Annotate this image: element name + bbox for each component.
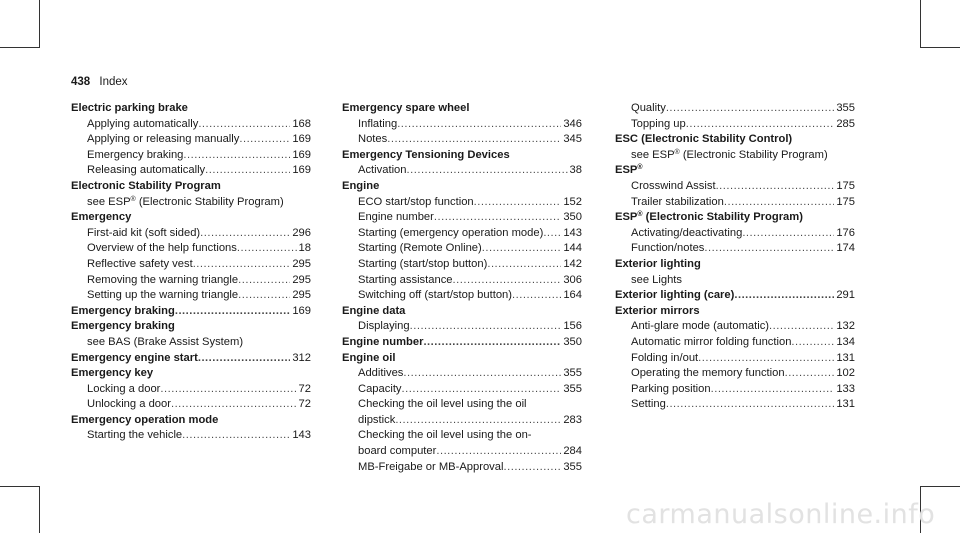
page-reference: 174 (836, 242, 855, 255)
page-reference: 345 (563, 133, 582, 146)
page-reference: 132 (836, 320, 855, 333)
page-reference: 131 (836, 351, 855, 364)
page-reference: 296 (292, 226, 311, 239)
dot-leader (407, 163, 568, 179)
index-subentry (342, 241, 582, 257)
index-subentry (71, 163, 311, 179)
page-reference: 355 (563, 460, 582, 473)
dot-leader (742, 226, 834, 242)
dot-leader (734, 288, 834, 304)
page-reference: 355 (563, 382, 582, 395)
dot-leader (387, 132, 561, 148)
crop-mark-top-right-v (920, 0, 921, 47)
dot-leader (512, 288, 561, 304)
entry-text: Inflating (358, 117, 398, 130)
see-rest: (Electronic Stability Program) (679, 148, 828, 161)
page-reference: 72 (298, 382, 311, 395)
see-text: see Lights (631, 273, 682, 286)
dot-leader (423, 335, 561, 351)
page-number: 438 (71, 76, 91, 88)
page-reference: 283 (563, 413, 582, 426)
dot-leader (182, 428, 290, 444)
index-subentry (615, 366, 855, 382)
see-reference (71, 195, 311, 211)
index-subentry (615, 241, 855, 257)
page-reference: 295 (292, 257, 311, 270)
dot-leader (474, 195, 562, 211)
page-reference: 285 (836, 117, 855, 130)
entry-text: Releasing automatically (87, 164, 206, 177)
dot-leader (769, 319, 834, 335)
heading-text: ESP (615, 211, 638, 224)
index-subentry (615, 351, 855, 367)
page-reference: 306 (563, 273, 582, 286)
page-reference: 134 (836, 335, 855, 348)
entry-text: Activating/deactivating (631, 226, 743, 239)
dot-leader (436, 444, 561, 460)
entry-text: Capacity (358, 382, 402, 395)
index-subentry-text: Checking the oil level using the on- (358, 429, 532, 442)
dot-leader (487, 257, 561, 273)
see-text: see ESP (87, 195, 131, 208)
index-heading: ESC (Electronic Stability Control) (615, 133, 793, 146)
index-subentry (615, 335, 855, 351)
crop-mark-bottom-left-h (0, 486, 40, 487)
index-heading: Emergency spare wheel (342, 102, 470, 114)
dot-leader (434, 210, 561, 226)
page-reference: 350 (563, 335, 582, 348)
entry-text: Starting the vehicle (87, 429, 183, 442)
dot-leader (698, 351, 834, 367)
dot-leader (666, 397, 834, 413)
entry-text: Starting assistance (358, 273, 453, 286)
index-subentry (342, 132, 582, 148)
page-reference: 175 (836, 195, 855, 208)
index-subentry (71, 273, 311, 289)
page-reference: 38 (569, 164, 582, 177)
dot-leader (482, 241, 562, 257)
dot-leader (666, 101, 835, 117)
entry-text: Additives (358, 367, 404, 380)
entry-text: Engine number (358, 211, 434, 224)
index-subentry (342, 413, 582, 429)
page-reference: 144 (563, 242, 582, 255)
page-reference: 169 (292, 133, 311, 146)
entry-text: Reflective safety vest (87, 257, 193, 270)
index-subentry (342, 382, 582, 398)
index-subentry (71, 288, 311, 304)
see-text: see ESP (631, 148, 675, 161)
entry-text: board computer (358, 445, 437, 458)
entry-text: ECO start/stop function (358, 195, 474, 208)
dot-leader (200, 226, 290, 242)
dot-leader (205, 163, 290, 179)
index-subentry (615, 319, 855, 335)
page-reference: 169 (292, 148, 311, 161)
index-heading-entry (342, 335, 582, 351)
dot-leader (237, 241, 297, 257)
entry-text: Removing the warning triangle (87, 273, 239, 286)
page-reference: 355 (563, 367, 582, 380)
index-subentry-text: Checking the oil level using the oil (358, 398, 527, 411)
index-subentry (71, 257, 311, 273)
index-subentry (71, 117, 311, 133)
entry-text: Applying or releasing manually (87, 133, 240, 146)
dot-leader (504, 460, 562, 476)
entry-text: Setting up the warning triangle (87, 289, 239, 302)
entry-text: Topping up (631, 117, 686, 130)
index-heading: Emergency braking (71, 320, 175, 333)
index-heading: Emergency Tensioning Devices (342, 148, 510, 161)
page-reference: 18 (298, 242, 311, 255)
dot-leader (160, 382, 296, 398)
entry-text: Quality (631, 102, 666, 114)
page-reference: 168 (292, 117, 311, 130)
index-column-2 (342, 101, 582, 475)
page-reference: 355 (836, 102, 855, 114)
page-reference: 176 (836, 226, 855, 239)
entry-text: Starting (Remote Online) (358, 242, 482, 255)
page-reference: 295 (292, 273, 311, 286)
page-reference: 284 (563, 445, 582, 458)
crop-mark-top-left-h (0, 47, 40, 48)
dot-leader (711, 382, 835, 398)
entry-text: Emergency braking (71, 304, 175, 317)
entry-text: Folding in/out (631, 351, 699, 364)
index-subentry (342, 257, 582, 273)
heading-text: ESP (615, 164, 638, 177)
dot-leader (198, 351, 290, 367)
registered-mark: ® (637, 211, 643, 219)
index-heading: Engine data (342, 304, 406, 317)
dot-leader (395, 413, 561, 429)
registered-mark: ® (674, 148, 680, 156)
index-subentry (342, 366, 582, 382)
crop-mark-top-left-v (39, 0, 40, 47)
index-subentry (71, 132, 311, 148)
index-heading: Engine (342, 179, 380, 192)
entry-text: Trailer stabilization (631, 195, 724, 208)
page-reference: 72 (298, 398, 311, 411)
dot-leader (193, 257, 291, 273)
dot-leader (183, 148, 290, 164)
entry-text: Switching off (start/stop button) (358, 289, 513, 302)
page-reference: 346 (563, 117, 582, 130)
entry-text: dipstick (358, 413, 396, 426)
entry-text: Overview of the help functions (87, 242, 237, 255)
index-subentry (615, 101, 855, 117)
dot-leader (716, 179, 835, 195)
index-heading: Emergency operation mode (71, 413, 219, 426)
page-reference: 143 (292, 429, 311, 442)
entry-text: Starting (start/stop button) (358, 257, 488, 270)
index-subentry (342, 319, 582, 335)
dot-leader (397, 117, 561, 133)
index-subentry (71, 226, 311, 242)
page-reference: 350 (563, 211, 582, 224)
entry-text: Parking position (631, 382, 711, 395)
see-reference (71, 335, 311, 351)
entry-text: Engine number (342, 335, 424, 348)
index-subentry (71, 428, 311, 444)
page-reference: 175 (836, 179, 855, 192)
page-reference: 143 (563, 226, 582, 239)
dot-leader (403, 366, 561, 382)
entry-text: Emergency braking (87, 148, 184, 161)
dot-leader (175, 304, 290, 320)
index-subentry (342, 210, 582, 226)
dot-leader (410, 319, 562, 335)
crop-mark-bottom-left-v (39, 486, 40, 533)
index-subentry (615, 382, 855, 398)
registered-mark: ® (637, 164, 643, 172)
dot-leader (239, 132, 290, 148)
index-subentry (615, 179, 855, 195)
see-rest: (Electronic Stability Program) (135, 195, 284, 208)
dot-leader (704, 241, 834, 257)
index-subentry (615, 117, 855, 133)
page-reference: 142 (563, 257, 582, 270)
index-subentry (342, 273, 582, 289)
page-reference: 133 (836, 382, 855, 395)
index-heading: Exterior lighting (615, 257, 701, 270)
dot-leader (791, 335, 834, 351)
page-header (71, 76, 128, 88)
dot-leader (785, 366, 835, 382)
section-title: Index (99, 76, 128, 88)
entry-text: Function/notes (631, 242, 705, 255)
dot-leader (453, 273, 562, 289)
index-subentry (71, 148, 311, 164)
dot-leader (724, 195, 834, 211)
crop-mark-top-right-h (920, 47, 960, 48)
index-heading: Electronic Stability Program (71, 179, 221, 192)
dot-leader (402, 382, 562, 398)
index-heading-entry (615, 288, 855, 304)
entry-text: Operating the memory function (631, 367, 785, 380)
entry-text: MB-Freigabe or MB-Approval (358, 460, 504, 473)
entry-text: Emergency engine start (71, 351, 198, 364)
entry-text: Applying automatically (87, 117, 199, 130)
index-heading-entry (71, 304, 311, 320)
index-heading: Exterior mirrors (615, 304, 700, 317)
page-reference: 156 (563, 320, 582, 333)
index-subentry (71, 382, 311, 398)
dot-leader (238, 288, 290, 304)
dot-leader (198, 117, 290, 133)
see-reference (615, 148, 855, 164)
registered-mark: ® (130, 195, 136, 203)
index-subentry (342, 288, 582, 304)
dot-leader (171, 397, 297, 413)
index-heading (615, 210, 855, 226)
dot-leader (543, 226, 561, 242)
page-reference: 164 (563, 289, 582, 302)
index-subentry (71, 241, 311, 257)
entry-text: Exterior lighting (care) (615, 289, 735, 302)
entry-text: Crosswind Assist (631, 179, 716, 192)
index-subentry (342, 460, 582, 476)
entry-text: Setting (631, 398, 666, 411)
entry-text: Starting (emergency operation mode) (358, 226, 544, 239)
page-reference: 295 (292, 289, 311, 302)
page-reference: 102 (836, 367, 855, 380)
page-reference: 131 (836, 398, 855, 411)
entry-text: Anti-glare mode (automatic) (631, 320, 770, 333)
entry-text: Activation (358, 164, 407, 177)
index-subentry (71, 397, 311, 413)
entry-text: Notes (358, 133, 388, 146)
index-subentry (342, 163, 582, 179)
heading-rest: (Electronic Stability Program) (642, 211, 803, 224)
see-text: see BAS (Brake Assist System) (87, 335, 244, 348)
entry-text: Unlocking a door (87, 398, 171, 411)
index-subentry (342, 195, 582, 211)
index-heading: Engine oil (342, 351, 396, 364)
index-subentry (342, 117, 582, 133)
index-column-1 (71, 101, 311, 444)
entry-text: Locking a door (87, 382, 161, 395)
page-reference: 312 (292, 351, 311, 364)
entry-text: Automatic mirror folding function (631, 335, 792, 348)
see-reference (615, 273, 855, 289)
page-reference: 152 (563, 195, 582, 208)
page-reference: 169 (292, 164, 311, 177)
entry-text: Displaying (358, 320, 410, 333)
dot-leader (238, 273, 290, 289)
page-reference: 291 (836, 289, 855, 302)
index-heading: Electric parking brake (71, 102, 188, 114)
index-subentry (615, 397, 855, 413)
watermark: carmanualsonline.info (626, 499, 936, 530)
index-subentry (615, 226, 855, 242)
index-heading: Emergency key (71, 367, 154, 380)
index-column-3 (615, 101, 855, 413)
index-heading: Emergency (71, 211, 132, 224)
dot-leader (686, 117, 835, 133)
index-heading (615, 163, 855, 179)
index-subentry (342, 444, 582, 460)
index-subentry (342, 226, 582, 242)
entry-text: First-aid kit (soft sided) (87, 226, 201, 239)
crop-mark-bottom-right-h (920, 486, 960, 487)
index-heading-entry (71, 351, 311, 367)
page-reference: 169 (292, 304, 311, 317)
index-subentry (615, 195, 855, 211)
